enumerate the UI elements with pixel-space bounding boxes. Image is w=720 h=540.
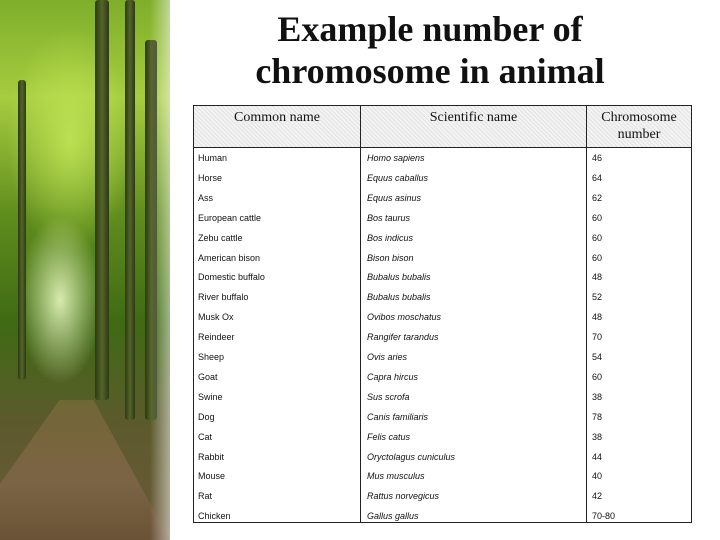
table-row	[194, 248, 691, 268]
chromosome-number-cell: 46	[592, 153, 603, 163]
table-row	[194, 188, 691, 208]
chromosome-number-cell: 60	[592, 371, 603, 382]
chromosome-number-cell: 40	[592, 471, 603, 482]
common-name-cell: Reindeer	[198, 332, 235, 343]
common-name-cell: American bison	[198, 252, 261, 263]
table-row	[194, 427, 691, 447]
chromosome-number-cell: 52	[592, 292, 603, 303]
common-name-cell: River buffalo	[198, 292, 249, 303]
scientific-name-cell: Canis familiaris	[367, 411, 429, 422]
scientific-name-cell: Sus scrofa	[367, 391, 410, 402]
chromosome-number-cell: 48	[592, 272, 603, 283]
chromosome-number-cell: 38	[592, 431, 603, 442]
header-chromosome-number	[587, 106, 691, 147]
header-common-name	[194, 106, 360, 147]
scientific-name-cell: Rattus norvegicus	[367, 491, 440, 502]
tree-trunk	[125, 0, 135, 420]
chromosome-number-cell: 38	[592, 391, 603, 402]
page-title	[200, 8, 660, 92]
table-row	[194, 287, 691, 307]
title-line-2: chromosome in animal	[255, 51, 605, 91]
title-line-1: Example number of	[277, 9, 583, 49]
chromosome-number-cell: 48	[592, 312, 603, 323]
table-row	[194, 168, 691, 188]
common-name-cell: Chicken	[198, 511, 231, 522]
table-row	[194, 367, 691, 387]
chromosome-number-cell: 54	[592, 352, 603, 362]
chromosome-number-cell: 60	[592, 212, 603, 223]
table-row	[194, 307, 691, 327]
tree-trunk	[95, 0, 109, 400]
image-fade-edge	[150, 0, 190, 540]
scientific-name-cell: Gallus gallus	[367, 511, 419, 522]
scientific-name-cell: Equus asinus	[367, 192, 422, 203]
chromosome-number-cell: 64	[592, 172, 603, 183]
common-name-cell: Swine	[198, 391, 223, 402]
table-row	[194, 267, 691, 287]
scientific-name-cell: Rangifer tarandus	[367, 332, 439, 343]
common-name-cell: Cat	[198, 431, 213, 442]
chromosome-number-cell: 78	[592, 411, 603, 422]
scientific-name-cell: Oryctolagus cuniculus	[367, 451, 456, 462]
chromosome-number-cell: 70-80	[592, 511, 616, 522]
scientific-name-cell: Bos indicus	[367, 232, 414, 243]
common-name-cell: European cattle	[198, 212, 262, 223]
chromosome-number-cell: 70	[592, 332, 603, 343]
forest-path-image	[0, 0, 170, 540]
common-name-cell: Goat	[198, 371, 218, 382]
table-row	[194, 327, 691, 347]
common-name-cell: Rat	[198, 491, 213, 502]
scientific-name-cell: Capra hircus	[367, 371, 419, 382]
table-row	[194, 347, 691, 367]
table-row	[194, 228, 691, 248]
common-name-cell: Mouse	[198, 471, 226, 482]
header-scientific-name	[361, 106, 586, 147]
common-name-cell: Rabbit	[198, 451, 225, 462]
header-chromosome-line-1: Chromosome	[601, 110, 677, 125]
table-row	[194, 486, 691, 506]
table-row	[194, 387, 691, 407]
table-row	[194, 407, 691, 427]
table-row	[194, 466, 691, 486]
dirt-path	[0, 400, 170, 540]
scientific-name-cell: Bubalus bubalis	[367, 292, 431, 303]
common-name-cell: Horse	[198, 172, 223, 183]
table-row	[194, 506, 691, 526]
chromosome-number-cell: 60	[592, 252, 603, 263]
chromosome-number-cell: 44	[592, 451, 603, 462]
common-name-cell: Zebu cattle	[198, 232, 243, 243]
table-row	[194, 208, 691, 228]
tree-trunk	[18, 80, 26, 380]
table-header	[194, 106, 691, 148]
common-name-cell: Sheep	[198, 352, 225, 362]
scientific-name-cell: Ovibos moschatus	[367, 312, 442, 323]
scientific-name-cell: Felis catus	[367, 431, 411, 442]
scientific-name-cell: Equus caballus	[367, 172, 429, 183]
table-row	[194, 148, 691, 168]
scientific-name-cell: Ovis aries	[367, 352, 408, 362]
common-name-cell: Domestic buffalo	[198, 272, 265, 283]
scientific-name-cell: Homo sapiens	[367, 153, 425, 163]
scientific-name-cell: Mus musculus	[367, 471, 425, 482]
scientific-name-cell: Bubalus bubalis	[367, 272, 431, 283]
chromosome-table	[193, 105, 692, 523]
chromosome-number-cell: 60	[592, 232, 603, 243]
common-name-cell: Ass	[198, 192, 214, 203]
common-name-cell: Human	[198, 153, 228, 163]
header-scientific-name-label: Scientific name	[429, 110, 518, 125]
common-name-cell: Dog	[198, 411, 215, 422]
chromosome-number-cell: 42	[592, 491, 603, 502]
scientific-name-cell: Bos taurus	[367, 212, 411, 223]
chromosome-number-cell: 62	[592, 192, 603, 203]
scientific-name-cell: Bison bison	[367, 252, 414, 263]
header-common-name-label: Common name	[234, 110, 320, 125]
header-chromosome-line-2: number	[617, 127, 661, 142]
table-row	[194, 447, 691, 467]
common-name-cell: Musk Ox	[198, 312, 234, 323]
